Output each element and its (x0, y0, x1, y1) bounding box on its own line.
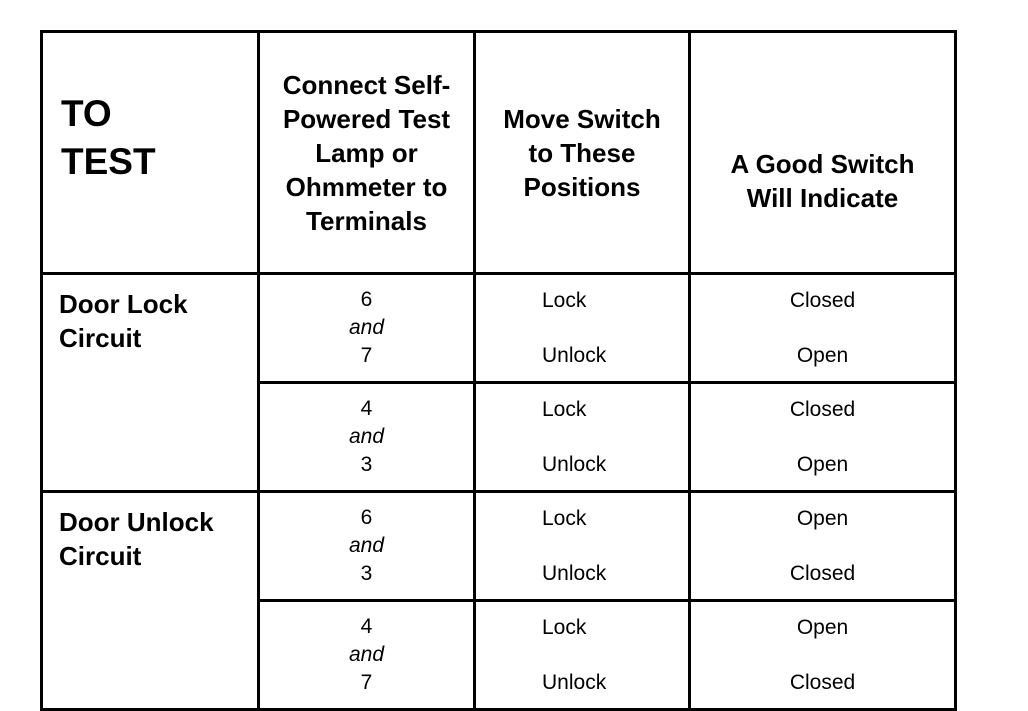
indication-cell (690, 383, 956, 492)
terminals-cell (259, 492, 475, 601)
header-to-test-line-2: TEST (61, 140, 156, 182)
terminal-a: 6 (360, 288, 373, 311)
terminal-b: 7 (360, 344, 373, 367)
switch-positions-cell (475, 601, 690, 710)
spacer (691, 315, 954, 342)
terminal-conjunction: and (348, 534, 385, 557)
header-connect-line-3: Lamp or (315, 137, 418, 168)
spacer (476, 533, 688, 560)
header-move-line-2: to These (528, 137, 636, 168)
indication-2: Closed (789, 670, 856, 694)
spacer (476, 642, 688, 669)
terminal-b: 3 (360, 453, 373, 476)
circuit-name-line: Door Lock (59, 289, 188, 319)
header-to-test (42, 32, 259, 274)
spacer (476, 315, 688, 342)
indication-1: Open (796, 506, 849, 530)
terminal-b: 3 (360, 562, 373, 585)
header-connect-line-4: Ohmmeter to (285, 171, 448, 202)
terminals-cell (259, 274, 475, 383)
table-row (42, 492, 956, 601)
table-body (42, 274, 956, 710)
terminal-a: 4 (360, 615, 373, 638)
indication-cell (690, 601, 956, 710)
terminal-conjunction: and (348, 316, 385, 339)
terminals-cell (259, 601, 475, 710)
header-connect-terminals (259, 32, 475, 274)
terminals-cell (259, 383, 475, 492)
header-connect-line-1: Connect Self- (282, 69, 451, 100)
switch-position-2: Unlock (542, 561, 607, 585)
switch-positions-cell (475, 383, 690, 492)
spacer (691, 533, 954, 560)
indication-1: Closed (789, 397, 856, 421)
table-row (42, 274, 956, 383)
header-row (42, 32, 956, 274)
switch-position-1: Lock (542, 615, 587, 639)
header-to-test-line-1: TO (61, 92, 112, 134)
switch-position-1: Lock (542, 288, 587, 312)
switch-position-2: Unlock (542, 343, 607, 367)
header-move-switch (475, 32, 690, 274)
circuit-name-line: Circuit (59, 323, 142, 353)
terminal-b: 7 (360, 671, 373, 694)
spacer (691, 642, 954, 669)
header-move-line-3: Positions (523, 171, 641, 202)
circuit-name-cell (42, 274, 259, 492)
switch-test-table (40, 30, 957, 711)
terminal-conjunction: and (348, 425, 385, 448)
circuit-name-cell (42, 492, 259, 710)
indication-cell (690, 492, 956, 601)
spacer (691, 424, 954, 451)
header-good-switch (690, 32, 956, 274)
circuit-name-line: Door Unlock (59, 507, 214, 537)
indication-1: Closed (789, 288, 856, 312)
switch-positions-cell (475, 492, 690, 601)
switch-positions-cell (475, 274, 690, 383)
terminal-a: 6 (360, 506, 373, 529)
terminal-a: 4 (360, 397, 373, 420)
terminal-conjunction: and (348, 643, 385, 666)
indication-2: Open (796, 452, 849, 476)
spacer (476, 424, 688, 451)
header-good-line-1: A Good Switch (730, 148, 915, 179)
indication-2: Closed (789, 561, 856, 585)
indication-cell (690, 274, 956, 383)
switch-position-2: Unlock (542, 452, 607, 476)
header-good-line-2: Will Indicate (746, 182, 899, 213)
indication-1: Open (796, 615, 849, 639)
indication-2: Open (796, 343, 849, 367)
header-connect-line-5: Terminals (306, 205, 427, 236)
circuit-name-line: Circuit (59, 541, 142, 571)
header-connect-line-2: Powered Test (282, 103, 451, 134)
switch-position-1: Lock (542, 397, 587, 421)
switch-position-2: Unlock (542, 670, 607, 694)
switch-position-1: Lock (542, 506, 587, 530)
header-move-line-1: Move Switch (503, 103, 661, 134)
